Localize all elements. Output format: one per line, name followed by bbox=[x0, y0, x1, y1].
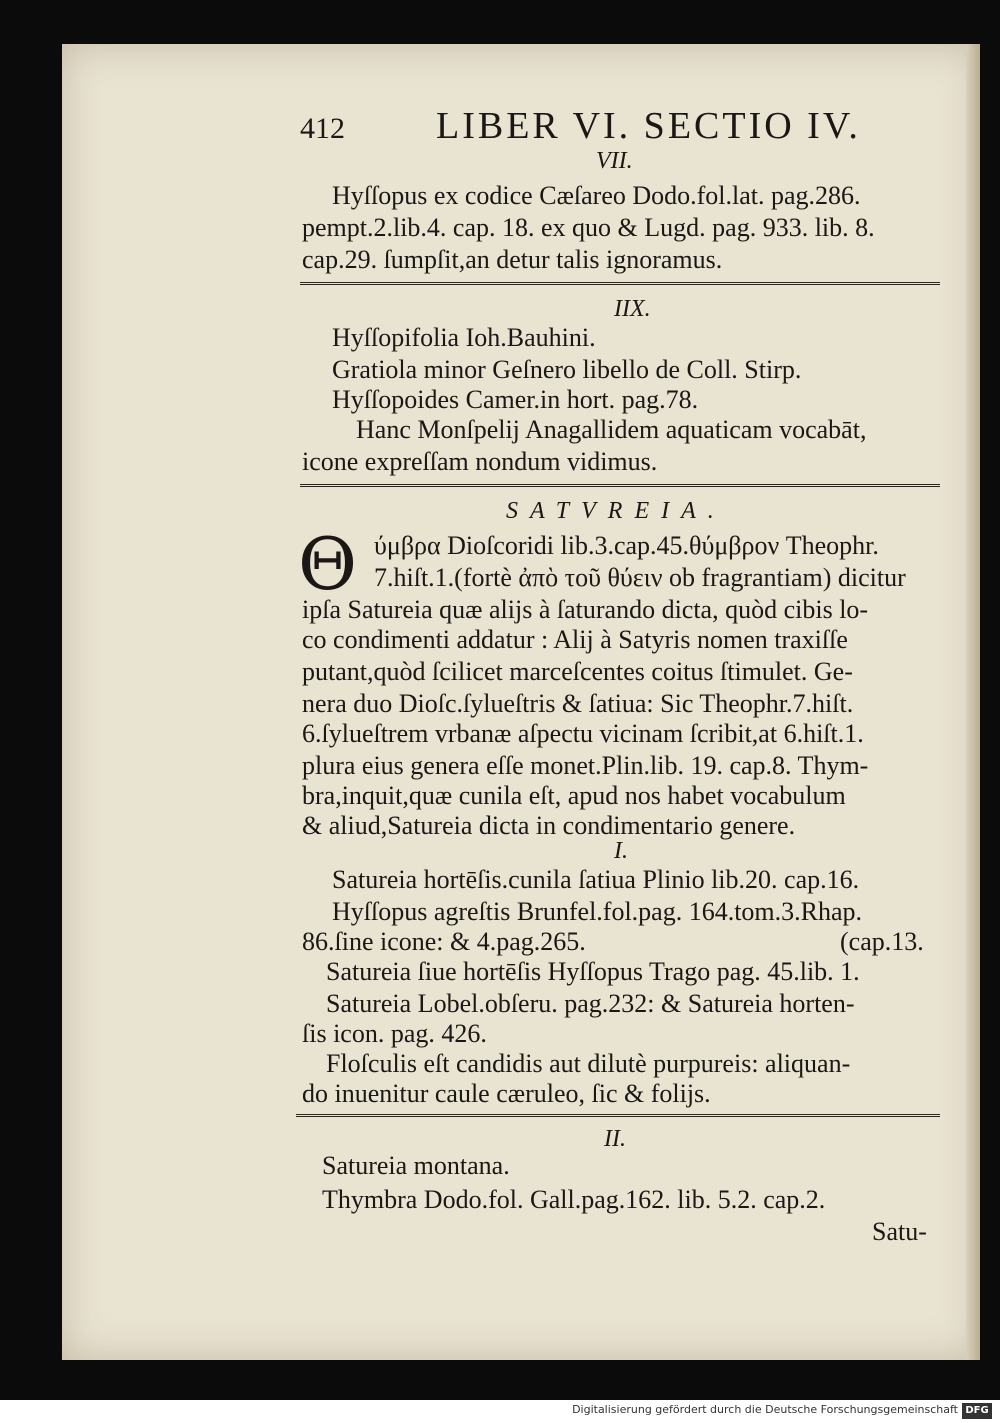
drop-initial: Θ bbox=[298, 522, 358, 606]
section-divider bbox=[300, 282, 940, 288]
text-line: Hyſſopoides Camer.in hort. pag.78. bbox=[332, 385, 699, 414]
section-heading-i: I. bbox=[614, 838, 628, 864]
text-line: 6.ſylueſtrem vrbanæ aſpectu vicinam ſcribit,at 6.hiſt.1. bbox=[302, 719, 864, 748]
text-line: Satureia montana. bbox=[322, 1151, 510, 1180]
text-line: pempt.2.lib.4. cap. 18. ex quo & Lugd. pag. 933. lib. 8. bbox=[302, 213, 875, 242]
running-title: LIBER VI. SECTIO IV. bbox=[436, 105, 861, 147]
section-heading-satureia: SATVREIA. bbox=[506, 498, 726, 524]
text-line: Hyſſopus ex codice Cæſareo Dodo.fol.lat. pag.286. bbox=[332, 181, 861, 210]
text-line: Satureia hortēſis.cunila ſatiua Plinio lib.20. cap.16. bbox=[332, 865, 860, 894]
section-divider bbox=[296, 1114, 940, 1120]
funding-credit: Digitalisierung gefördert durch die Deutsche Forschungsgemeinschaft bbox=[572, 1403, 958, 1416]
text-line: ύμβρα Dioſcoridi lib.3.cap.45.θύμβρον Theophr. bbox=[374, 531, 879, 560]
text-line: bra,inquit,quæ cunila eſt, apud nos habet vocabulum bbox=[302, 781, 846, 810]
text-line: Floſculis eſt candidis aut dilutè purpureis: aliquan- bbox=[326, 1049, 851, 1078]
text-line: putant,quòd ſcilicet marceſcentes coitus ſtimulet. Ge- bbox=[302, 657, 853, 686]
page-number: 412 bbox=[300, 112, 345, 145]
text-line: icone expreſſam nondum vidimus. bbox=[302, 447, 658, 476]
section-heading-vii: VII. bbox=[596, 148, 633, 174]
text-line: plura eius genera eſſe monet.Plin.lib. 19. cap.8. Thym- bbox=[302, 751, 869, 780]
text-line: co condimenti addatur : Alij à Satyris nomen traxiſſe bbox=[302, 625, 848, 654]
text-line: 86.ſine icone: & 4.pag.265. bbox=[302, 927, 586, 956]
dfg-logo: DFG bbox=[962, 1403, 992, 1419]
text-line: Satureia Lobel.obſeru. pag.232: & Satureia horten- bbox=[326, 989, 855, 1018]
text-line: ſis icon. pag. 426. bbox=[302, 1019, 487, 1048]
section-heading-iix: IIX. bbox=[614, 296, 651, 322]
text-line: do inuenitur caule cæruleo, ſic & folijs. bbox=[302, 1079, 711, 1108]
text-line: Hyſſopus agreſtis Brunfel.fol.pag. 164.tom.3.Rhap. bbox=[332, 897, 863, 926]
digitization-footer bbox=[0, 1400, 1000, 1423]
text-line: Gratiola minor Geſnero libello de Coll. Stirp. bbox=[332, 355, 802, 384]
catchword: Satu- bbox=[872, 1217, 927, 1246]
text-line: ipſa Satureia quæ alijs à ſaturando dicta, quòd cibis lo- bbox=[302, 595, 869, 624]
text-line: 7.hiſt.1.(fortè ἀπὸ τοῦ θύειν ob fragrantiam) dicitur bbox=[374, 563, 906, 592]
text-line: & aliud,Satureia dicta in condimentario genere. bbox=[302, 811, 796, 840]
section-divider bbox=[300, 484, 940, 490]
text-line: Satureia ſiue hortēſis Hyſſopus Trago pag. 45.lib. 1. bbox=[326, 957, 860, 986]
text-line: Hanc Monſpelij Anagallidem aquaticam vocabāt, bbox=[356, 415, 867, 444]
text-line: Thymbra Dodo.fol. Gall.pag.162. lib. 5.2. cap.2. bbox=[322, 1185, 826, 1214]
text-line: Hyſſopifolia Ioh.Bauhini. bbox=[332, 323, 596, 352]
text-line: nera duo Dioſc.ſylueſtris & ſatiua: Sic Theophr.7.hiſt. bbox=[302, 689, 854, 718]
text-line: cap.29. ſumpſit,an detur talis ignoramus. bbox=[302, 245, 723, 274]
text-line: (cap.13. bbox=[840, 927, 924, 956]
section-heading-ii: II. bbox=[604, 1126, 626, 1152]
